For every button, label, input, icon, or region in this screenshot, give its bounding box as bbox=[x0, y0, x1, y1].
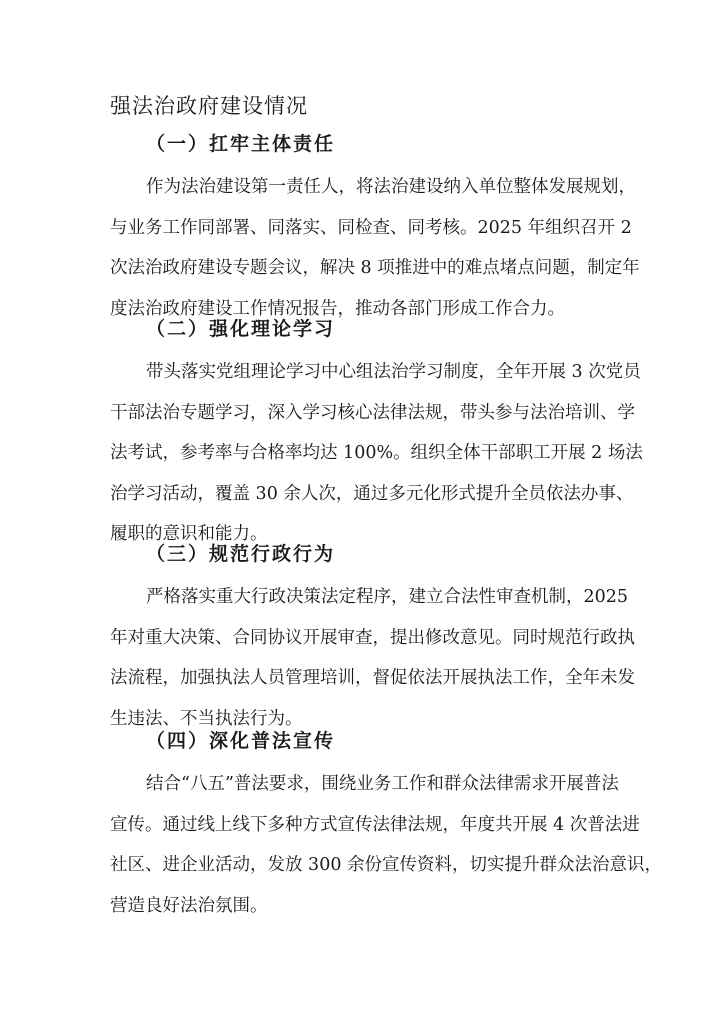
section-heading: （一）扛牢主体责任 bbox=[146, 133, 336, 155]
paragraph-line: 结合“八五”普法要求，围绕业务工作和群众法律需求开展普法 bbox=[146, 774, 619, 794]
paragraph-line: 度法治政府建设工作情况报告，推动各部门形成工作合力。 bbox=[110, 298, 565, 319]
paragraph-line: 治学习活动，覆盖 30 余人次，通过多元化形式提升全员依法办事、 bbox=[110, 483, 634, 504]
paragraph-line: 年对重大决策、合同协议开展审查，提出修改意见。同时规范行政执 bbox=[110, 627, 635, 648]
paragraph-line: 与业务工作同部署、同落实、同检查、同考核。2025 年组织召开 2 bbox=[110, 217, 632, 238]
paragraph-line: 作为法治建设第一责任人，将法治建设纳入单位整体发展规划， bbox=[146, 177, 636, 197]
section-theory-study bbox=[110, 312, 643, 555]
paragraph-line: 生违法、不当执法行为。 bbox=[110, 708, 303, 729]
section-responsibility bbox=[110, 127, 640, 329]
paragraph-line: 带头落实党组理论学习中心组法治学习制度，全年开展 3 次党员 bbox=[146, 362, 641, 382]
paragraph-line: 宣传。通过线上线下多种方式宣传法律法规，年度共开展 4 次普法进 bbox=[110, 814, 640, 835]
paragraph-line: 次法治政府建设专题会议，解决 8 项推进中的难点堵点问题，制定年 bbox=[110, 258, 640, 278]
section-heading: （四）深化普法宣传 bbox=[146, 730, 336, 752]
paragraph-line: 法流程，加强执法人员管理培训，督促依法开展执法工作，全年未发 bbox=[110, 668, 635, 688]
paragraph-line: 社区、进企业活动，发放 300 余份宣传资料，切实提升群众法治意识， bbox=[110, 855, 663, 875]
paragraph-line: 法考试，参考率与合格率均达 100%。组织全体干部职工开展 2 场法 bbox=[110, 443, 643, 463]
section-heading: （三）规范行政行为 bbox=[146, 543, 336, 565]
section-legal-publicity bbox=[110, 724, 663, 926]
paragraph-line: 履职的意识和能力。 bbox=[110, 524, 268, 544]
document-title: 强法治政府建设情况 bbox=[110, 94, 308, 118]
paragraph-line: 干部法治专题学习，深入学习核心法律法规，带头参与法治培训、学 bbox=[110, 402, 635, 423]
paragraph-line: 营造良好法治氛围。 bbox=[110, 895, 268, 916]
section-heading: （二）强化理论学习 bbox=[146, 318, 336, 340]
section-administrative-conduct bbox=[110, 537, 635, 739]
paragraph-line: 严格落实重大行政决策法定程序，建立合法性审查机制，2025 bbox=[146, 587, 629, 607]
